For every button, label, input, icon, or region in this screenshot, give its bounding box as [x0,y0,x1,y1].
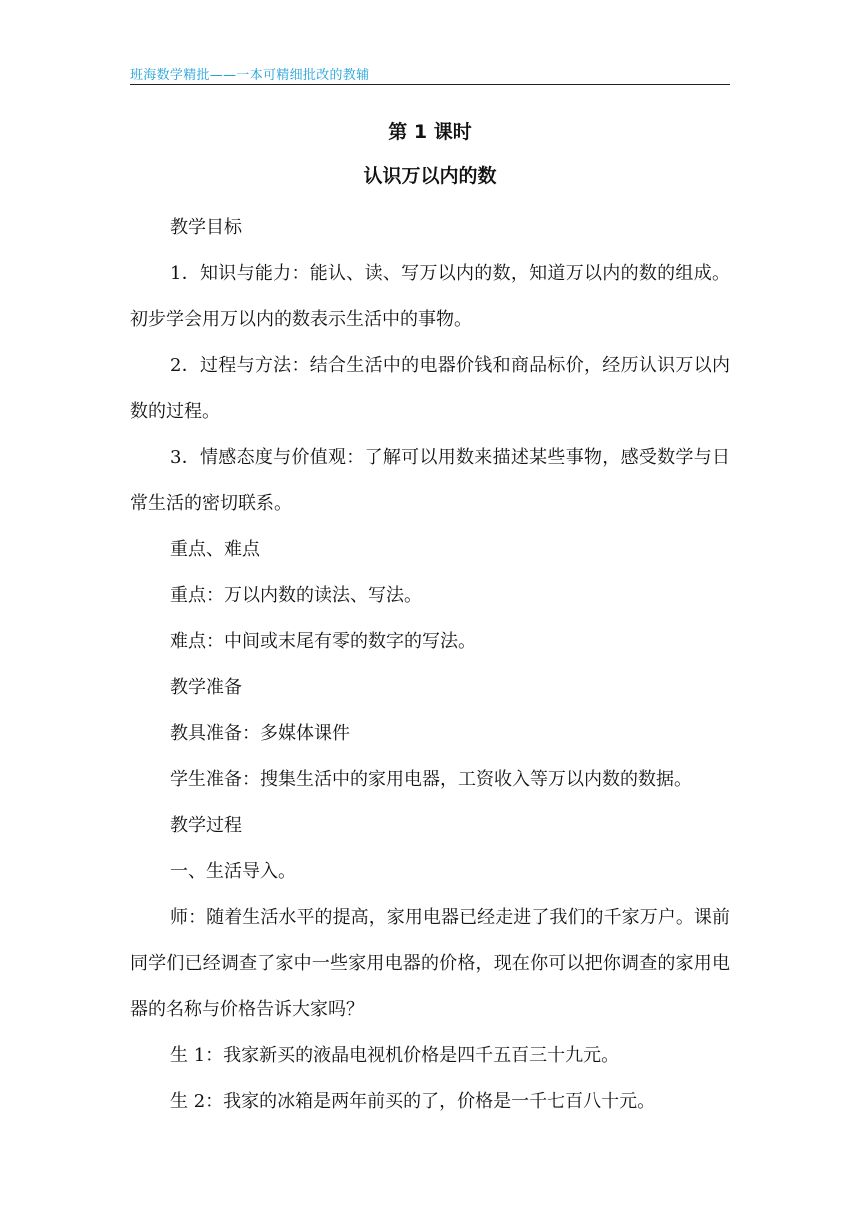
paragraph-student-2: 生 2：我家的冰箱是两年前买的了，价格是一千七百八十元。 [170,1091,656,1112]
section-heading-key-points: 重点、难点 [170,539,260,560]
lesson-number: 第 1 课时 [388,121,472,143]
section-heading-preparation: 教学准备 [170,677,242,698]
paragraph-student-1: 生 1：我家新买的液晶电视机价格是四千五百三十九元。 [170,1045,620,1066]
header-divider [130,84,730,85]
page-header: 班海数学精批——一本可精细批改的教辅 [130,68,370,83]
paragraph-objective-1: 1．知识与能力：能认、读、写万以内的数，知道万以内的数的组成。初步学会用万以内的数表示生活中的事物。 [130,263,730,330]
section-heading-objectives: 教学目标 [170,217,242,238]
paragraph-step-1: 一、生活导入。 [170,861,296,882]
paragraph-difficulty: 难点：中间或末尾有零的数字的写法。 [170,631,476,652]
section-heading-process: 教学过程 [170,815,242,836]
paragraph-student-prep: 学生准备：搜集生活中的家用电器，工资收入等万以内数的数据。 [170,769,692,790]
paragraph-teacher-dialogue: 师：随着生活水平的提高，家用电器已经走进了我们的千家万户。课前同学们已经调查了家中一些家用电器的价格，现在你可以把你调查的家用电器的名称与价格告诉大家吗？ [130,907,730,1020]
paragraph-objective-2: 2．过程与方法：结合生活中的电器价钱和商品标价，经历认识万以内数的过程。 [130,355,730,422]
paragraph-key-point: 重点：万以内数的读法、写法。 [170,585,422,606]
lesson-title: 认识万以内的数 [363,165,497,187]
paragraph-objective-3: 3．情感态度与价值观：了解可以用数来描述某些事物，感受数学与日常生活的密切联系。 [130,447,730,514]
lesson-body [130,205,730,1125]
paragraph-teacher-prep: 教具准备：多媒体课件 [170,723,350,744]
